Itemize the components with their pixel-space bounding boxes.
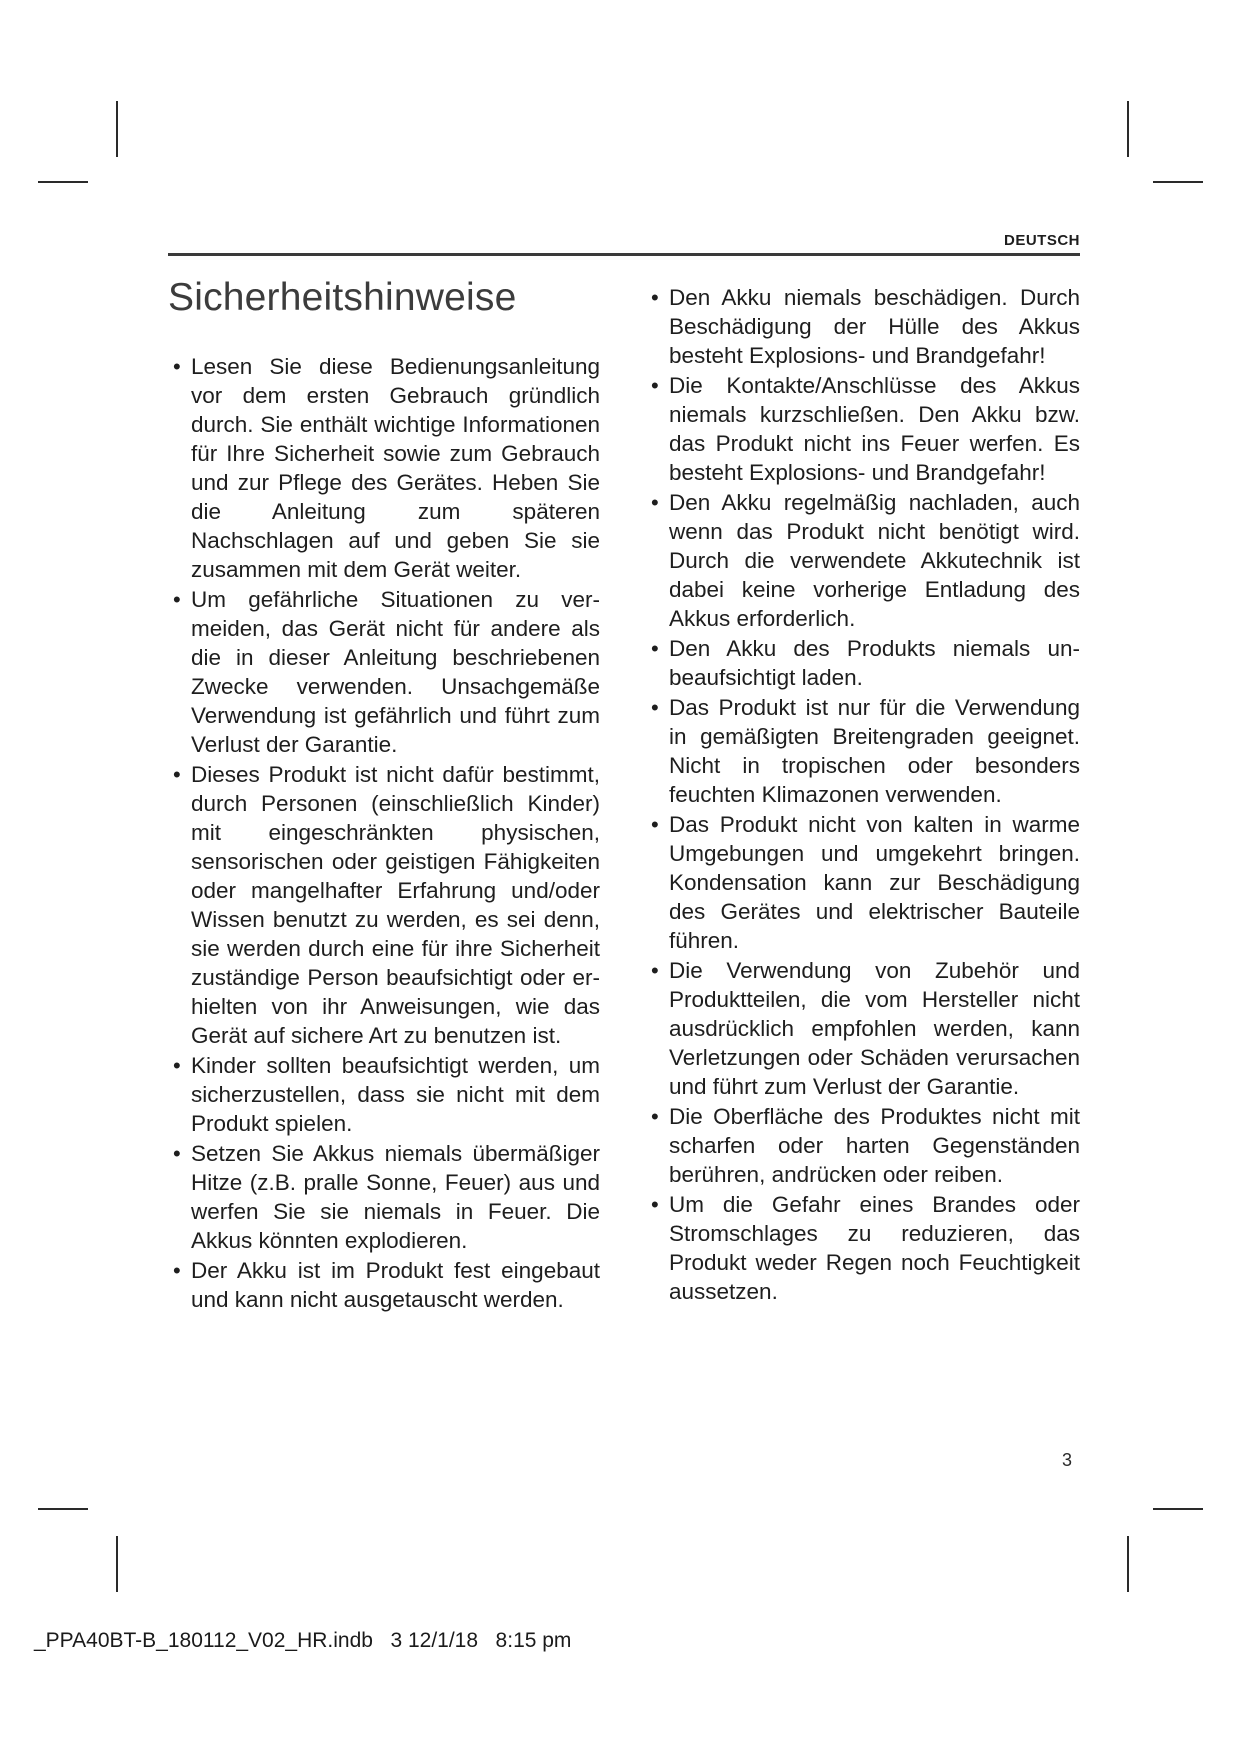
crop-mark-bottom-right-horizontal [1153,1508,1203,1510]
right-column [648,283,1080,1307]
safety-item: • Um gefährliche Situationen zu vermeiden, das Gerät nicht für andere als die in dieser Anleitung beschriebenen Zwecke verwenden. Unsachgemäße Verwendung ist gefährlich und führt zum Verlust der Garantie. [170,585,600,759]
print-slug: _PPA40BT-B_180112_V02_HR.indb 3 12/1/18 8:15 pm [34,1629,572,1652]
safety-item: • Den Akku niemals beschädigen. Durch Beschädigung der Hülle des Akkus besteht Explosions- und Brandgefahr! [648,283,1080,370]
safety-item: • Die Kontakte/Anschlüsse des Akkus niemals kurzschließen. Den Akku bzw. das Produkt nicht ins Feuer werfen. Es besteht Explosions- und Brandgefahr! [648,371,1080,487]
crop-mark-top-left-vertical [116,101,118,157]
safety-item: • Den Akku des Produkts niemals unbeaufsichtigt laden. [648,634,1080,692]
safety-item: • Dieses Produkt ist nicht dafür bestimmt, durch Personen (einschließlich Kinder) mit eingeschränkten physischen, sensorischen oder geistigen Fähigkeiten oder mangelhafter Erfahrung und/oder Wissen benutzt zu werden, es sei denn, sie werden durch eine für ihre Sicherheit zuständige Person beaufsichtigt oder erhielten von ihr Anweisungen, wie das Gerät auf sichere Art zu benutzen ist. [170,760,600,1050]
page-number: 3 [1062,1450,1073,1470]
section-title: Sicherheitshinweise [168,276,517,319]
safety-item: • Den Akku regelmäßig nachladen, auch wenn das Produkt nicht benötigt wird. Durch die verwendete Akkutechnik ist dabei keine vorherige Entladung des Akkus erforderlich. [648,488,1080,633]
left-column [170,352,600,1315]
safety-item: • Die Verwendung von Zubehör und Produktteilen, die vom Hersteller nicht ausdrücklich empfohlen werden, kann Verletzungen oder Schäden verursachen und führt zum Verlust der Garantie. [648,956,1080,1101]
safety-item: • Der Akku ist im Produkt fest eingebaut und kann nicht ausgetauscht werden. [170,1256,600,1314]
header-rule [168,253,1080,256]
crop-mark-bottom-left-horizontal [38,1508,88,1510]
safety-item: • Die Oberfläche des Produktes nicht mit scharfen oder harten Gegenständen berühren, andrücken oder reiben. [648,1102,1080,1189]
crop-mark-bottom-right-vertical [1127,1536,1129,1592]
safety-item: • Um die Gefahr eines Brandes oder Stromschlages zu reduzieren, das Produkt weder Regen noch Feuchtigkeit aussetzen. [648,1190,1080,1306]
safety-item: • Das Produkt ist nur für die Verwendung in gemäßigten Breitengraden geeignet. Nicht in tropischen oder besonders feuchten Klimazonen verwenden. [648,693,1080,809]
safety-item: • Das Produkt nicht von kalten in warme Umgebungen und umgekehrt bringen. Kondensation kann zur Beschädigung des Gerätes und elektrischer Bauteile führen. [648,810,1080,955]
safety-item: • Setzen Sie Akkus niemals übermäßiger Hitze (z.B. pralle Sonne, Feuer) aus und werfen Sie sie niemals in Feuer. Die Akkus könnten explodieren. [170,1139,600,1255]
safety-list-left [170,352,600,1314]
crop-mark-bottom-left-vertical [116,1536,118,1592]
safety-item: • Kinder sollten beaufsichtigt werden, um sicherzustellen, dass sie nicht mit dem Produkt spielen. [170,1051,600,1138]
crop-mark-top-right-horizontal [1153,181,1203,183]
safety-list-right [648,283,1080,1306]
crop-mark-top-right-vertical [1127,101,1129,157]
safety-item: • Lesen Sie diese Bedienungsanleitung vor dem ersten Gebrauch gründlich durch. Sie enthält wichtige Informationen für Ihre Sicherheit sowie zum Gebrauch und zur Pflege des Gerätes. Heben Sie die Anleitung zum späteren Nachschlagen auf und geben Sie sie zusammen mit dem Gerät weiter. [170,352,600,584]
language-label: DEUTSCH [1003,232,1080,249]
crop-mark-top-left-horizontal [38,181,88,183]
